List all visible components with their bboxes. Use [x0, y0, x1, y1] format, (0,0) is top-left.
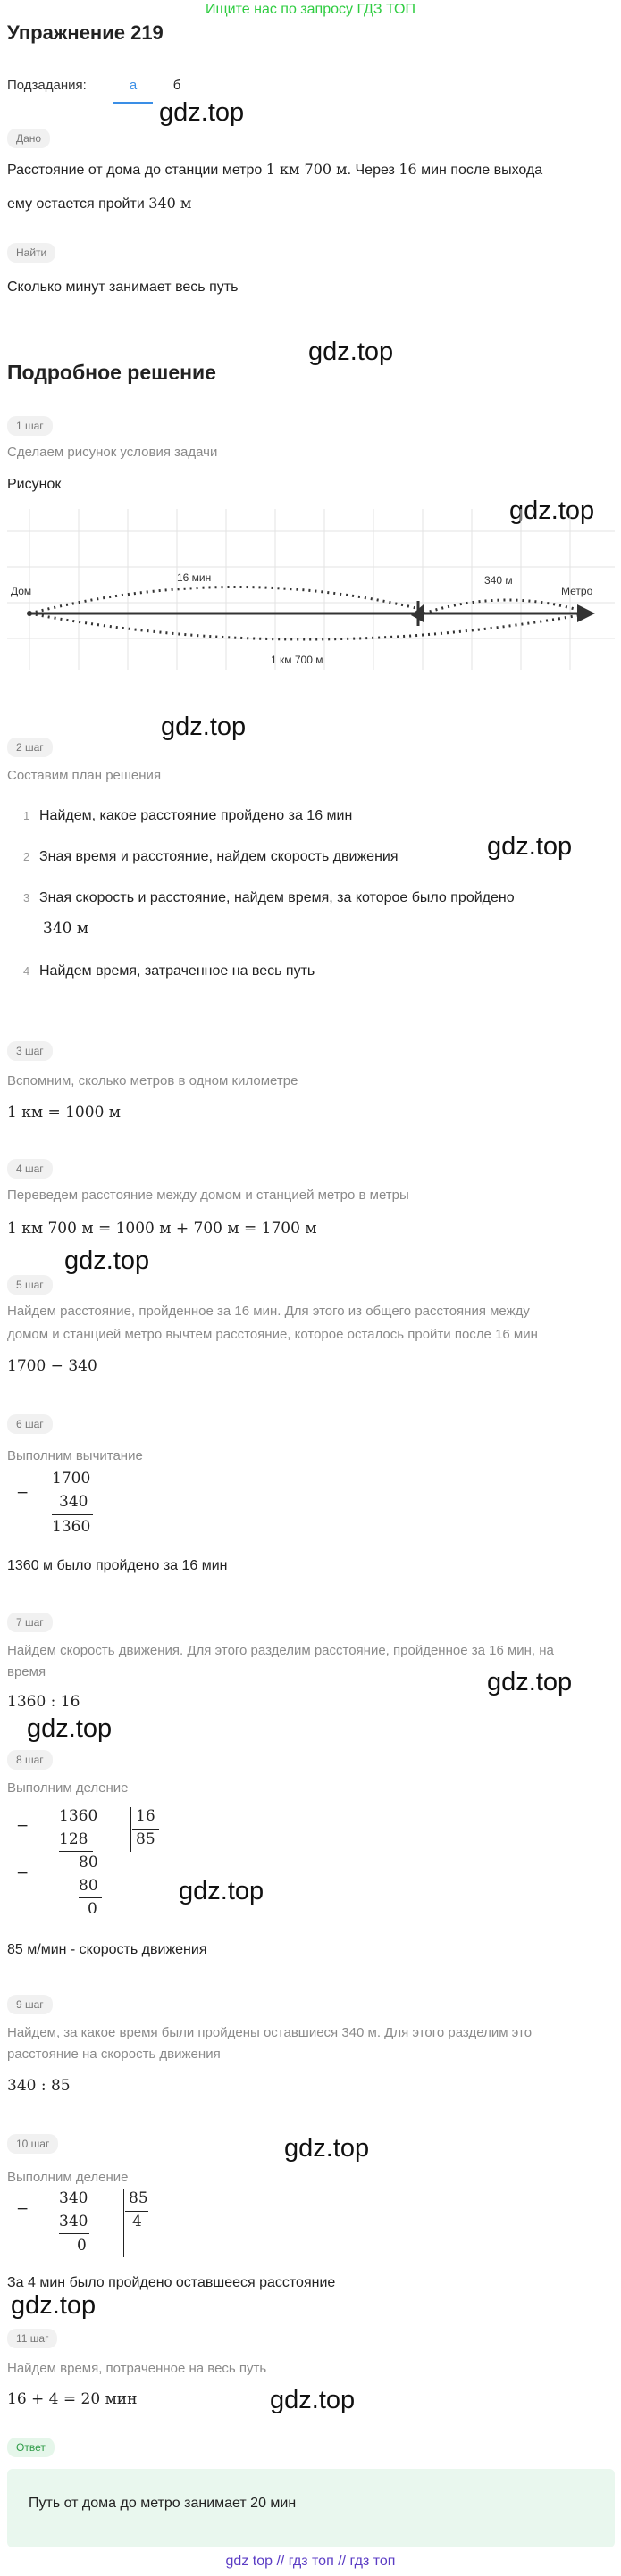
step-note: Найдем, за какое время были пройдены оставшиеся 340 м. Для этого разделим это	[7, 2025, 533, 2040]
column-result: 1360	[52, 1518, 91, 1536]
watermark: gdz.top	[161, 713, 247, 741]
watermark: gdz.top	[11, 2291, 97, 2320]
plan-item: Найдем, какое расстояние пройдено за 16 мин	[39, 808, 353, 823]
given-text-line1: Расстояние от дома до станции метро 1 км 700 м. Через 16 мин после выхода	[7, 161, 543, 178]
division-divisor: 16	[136, 1807, 155, 1825]
step-note: Найдем время, потраченное на весь путь	[7, 2361, 267, 2376]
watermark: gdz.top	[509, 496, 595, 525]
top-promo-link[interactable]: Ищите нас по запросу ГДЗ ТОП	[206, 2, 415, 17]
step-tag: 8 шаг	[7, 1750, 53, 1770]
step-note: Сделаем рисунок условия задачи	[7, 445, 218, 460]
step-math: 16 + 4 = 20 мин	[7, 2390, 138, 2408]
plan-item: Найдем время, затраченное на весь путь	[39, 963, 315, 979]
step-note: Составим план решения	[7, 768, 162, 783]
watermark: gdz.top	[270, 2386, 356, 2414]
column-subtrahend: 340	[59, 1493, 88, 1511]
step-tag: 11 шаг	[7, 2329, 57, 2348]
step-tag: 7 шаг	[7, 1613, 53, 1632]
minus-sign: −	[16, 1817, 29, 1835]
step-tag: 4 шаг	[7, 1159, 53, 1179]
answer-tag: Ответ	[7, 2438, 55, 2457]
watermark: gdz.top	[308, 338, 394, 366]
step-math: 1700 − 340	[7, 1357, 97, 1375]
division-divisor: 85	[129, 2189, 148, 2207]
figure-caption: Рисунок	[7, 477, 62, 492]
step-conclusion: 85 м/мин - скорость движения	[7, 1942, 207, 1957]
division-remainder-1: 80	[79, 1854, 98, 1872]
division-bar	[130, 1807, 131, 1852]
diagram-label-total: 1 км 700 м	[271, 654, 323, 666]
division-bar	[123, 2189, 124, 2257]
footer-links[interactable]: gdz top // гдз топ // гдз топ	[225, 2554, 396, 2569]
minus-sign: −	[16, 2200, 29, 2218]
column-minuend: 1700	[52, 1470, 91, 1488]
step-note: Найдем скорость движения. Для этого разделим расстояние, пройденное за 16 мин, на	[7, 1643, 554, 1658]
subtasks-label: Подзадания:	[7, 78, 87, 93]
division-line	[132, 1829, 159, 1830]
watermark: gdz.top	[179, 1877, 264, 1905]
diagram-label-metro: Метро	[561, 585, 593, 597]
division-quotient: 85	[136, 1830, 155, 1848]
step-conclusion: За 4 мин было пройдено оставшееся расстояние	[7, 2275, 336, 2290]
plan-item: Зная скорость и расстояние, найдем время, за которое было пройдено	[39, 890, 515, 905]
division-line	[59, 1851, 93, 1852]
find-text: Сколько минут занимает весь путь	[7, 279, 239, 295]
minus-sign: −	[16, 1864, 29, 1882]
step-note: расстояние на скорость движения	[7, 2047, 221, 2062]
subtask-tab-b[interactable]: б	[172, 78, 181, 93]
division-subtract-1: 128	[59, 1830, 88, 1848]
division-remainder-2: 0	[88, 1900, 97, 1918]
step-note: Найдем расстояние, пройденное за 16 мин. Для этого из общего расстояния между	[7, 1304, 530, 1319]
solution-heading: Подробное решение	[7, 361, 216, 384]
given-text-line2: ему остается пройти 340 м	[7, 195, 192, 212]
watermark: gdz.top	[159, 98, 245, 127]
division-line	[125, 2211, 148, 2212]
step-tag: 3 шаг	[7, 1041, 53, 1061]
division-line	[59, 2233, 89, 2234]
route-diagram	[7, 504, 615, 674]
division-remainder-1: 0	[77, 2237, 87, 2255]
answer-text: Путь от дома до метро занимает 20 мин	[29, 2496, 297, 2511]
watermark: gdz.top	[487, 832, 573, 861]
step-tag: 10 шаг	[7, 2134, 58, 2154]
step-note: Выполним деление	[7, 2170, 129, 2185]
step-tag: 9 шаг	[7, 1995, 53, 2014]
step-note: Переведем расстояние между домом и станцией метро в метры	[7, 1188, 409, 1203]
division-line	[79, 1897, 102, 1898]
watermark: gdz.top	[487, 1668, 573, 1696]
step-math: 1360 : 16	[7, 1693, 80, 1711]
exercise-title: Упражнение 219	[7, 21, 164, 44]
minus-sign: −	[16, 1484, 29, 1502]
watermark: gdz.top	[64, 1246, 150, 1275]
step-math: 1 км = 1000 м	[7, 1104, 122, 1121]
step-math: 1 км 700 м = 1000 м + 700 м = 1700 м	[7, 1220, 317, 1238]
division-dividend: 340	[59, 2189, 88, 2207]
division-dividend: 1360	[59, 1807, 98, 1825]
step-note: Вспомним, сколько метров в одном километре	[7, 1073, 298, 1088]
step-note: время	[7, 1664, 46, 1680]
step-tag: 1 шаг	[7, 416, 53, 436]
diagram-label-16min: 16 мин	[177, 571, 212, 584]
step-note: домом и станцией метро вычтем расстояние, которое осталось пройти после 16 мин	[7, 1327, 538, 1342]
plan-item: Зная время и расстояние, найдем скорость движения	[39, 849, 399, 864]
step-math: 340 : 85	[7, 2077, 71, 2095]
column-line	[52, 1514, 93, 1515]
division-quotient: 4	[132, 2213, 142, 2230]
step-conclusion: 1360 м было пройдено за 16 мин	[7, 1558, 228, 1573]
plan-item-number: 2	[23, 850, 30, 863]
given-tag: Дано	[7, 129, 50, 148]
step-tag: 6 шаг	[7, 1414, 53, 1434]
division-subtract-1: 340	[59, 2213, 88, 2230]
plan-item-number: 4	[23, 964, 30, 978]
step-tag: 2 шаг	[7, 738, 53, 757]
watermark: gdz.top	[27, 1714, 113, 1743]
find-tag: Найти	[7, 243, 55, 263]
diagram-label-home: Дом	[11, 585, 32, 597]
watermark: gdz.top	[284, 2134, 370, 2163]
plan-item-number: 1	[23, 809, 30, 822]
division-subtract-2: 80	[79, 1877, 98, 1895]
subtask-tab-a[interactable]: а	[129, 78, 138, 93]
step-note: Выполним деление	[7, 1780, 129, 1796]
plan-item-continued: 340 м	[43, 920, 89, 938]
step-tag: 5 шаг	[7, 1275, 53, 1295]
plan-item-number: 3	[23, 891, 30, 905]
diagram-label-340m: 340 м	[484, 574, 513, 587]
step-note: Выполним вычитание	[7, 1448, 143, 1463]
